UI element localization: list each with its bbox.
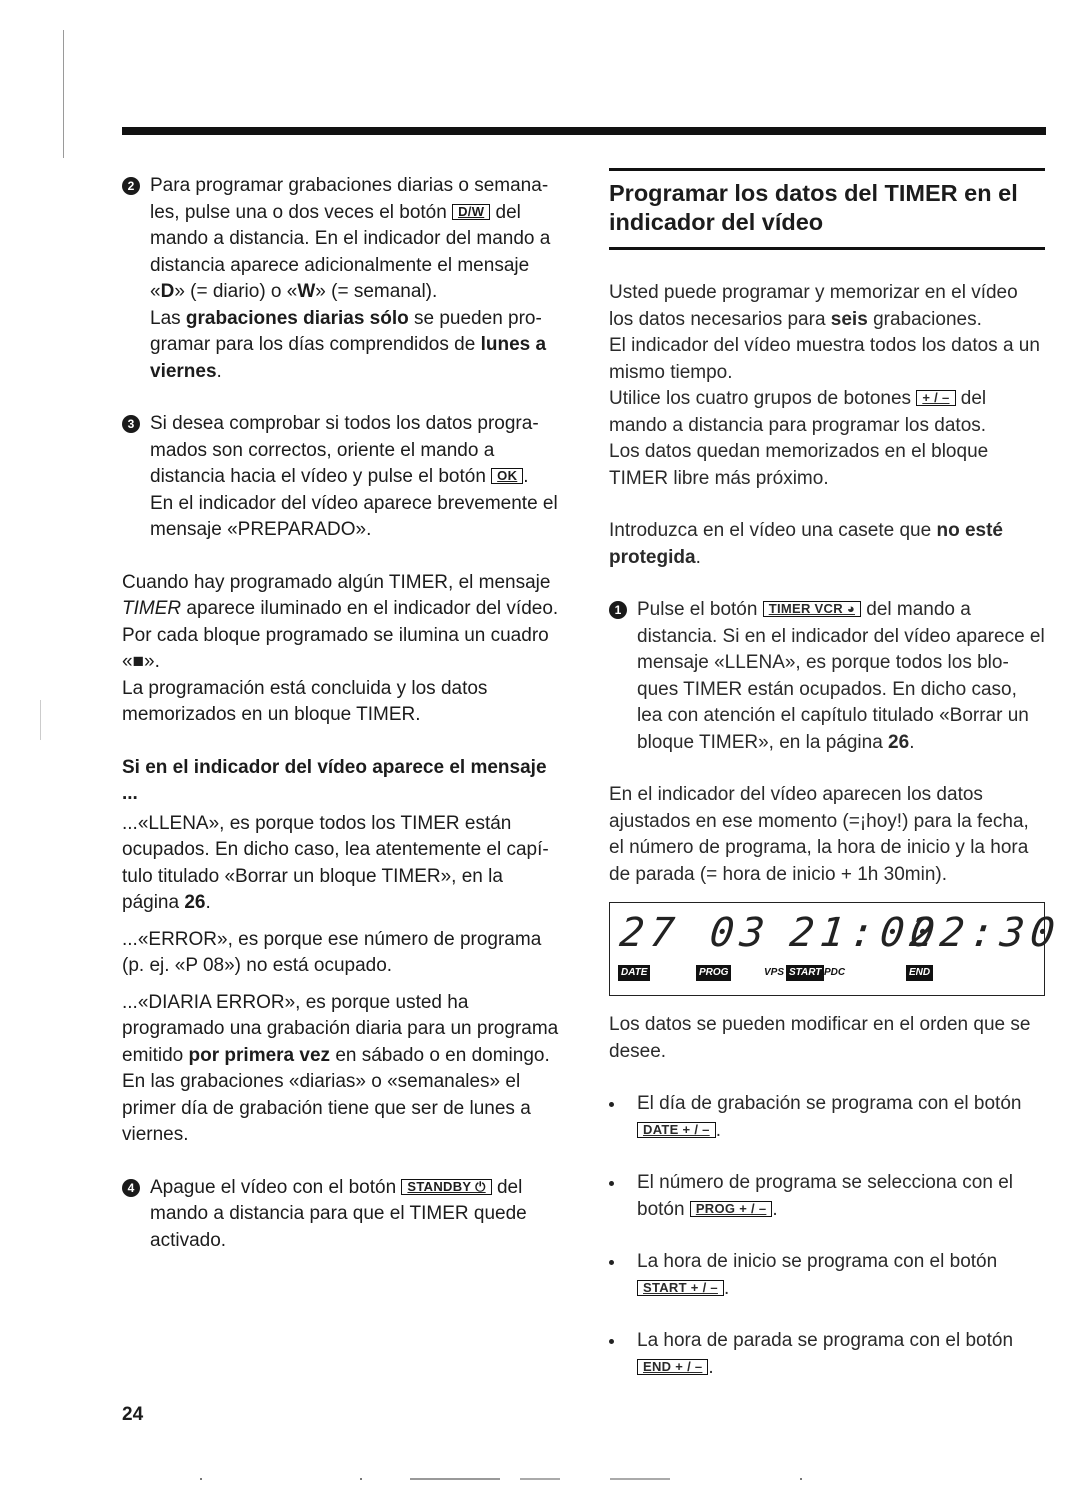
section-heading-block (609, 168, 1045, 250)
bullet-start: La hora de inicio se programa con el botón START + / – . (609, 1249, 1045, 1302)
bullet-end: La hora de parada se programa con el botón END + / – . (609, 1328, 1045, 1381)
start-key: START + / – (637, 1280, 724, 1296)
step-number: 3 (122, 415, 140, 433)
vcr-display (609, 902, 1063, 996)
intro-paragraph: Usted puede programar y memorizar en el vídeo los datos necesarios para seis grabaciones. (609, 282, 1018, 330)
modify-paragraph: Los datos se pueden modificar en el orden que se desee. (609, 1014, 1031, 1062)
step-3-note: En el indicador del vídeo aparece brevemente el mensaje «PREPARADO». (150, 492, 558, 540)
step-4 (122, 1175, 562, 1255)
intro-memory: Los datos quedan memorizados en el bloque TIMER libre más próximo. (609, 441, 989, 489)
casete-paragraph: Introduzca en el vídeo una casete que no esté protegida. (609, 520, 1003, 568)
diaria-paragraph: ...«DIARIA ERROR», es porque usted ha programado una grabación diaria para un programa emitido por primera vez en sábado o en domingo. (122, 991, 559, 1066)
diaria-paragraph-end: En las grabaciones «diarias» o «semanales» el primer día de grabación tiene que ser de lunes a viernes. (122, 1071, 531, 1145)
margin-line (40, 700, 41, 740)
intro-keys: Utilice los cuatro grupos de botones + / – del mando a distancia para programar los datos. (609, 388, 987, 436)
scan-artifact (610, 1478, 670, 1480)
section-heading: Programar los datos del TIMER en el indicador del vídeo (609, 180, 1018, 235)
llena-paragraph: ...«LLENA», es porque todos los TIMER están ocupados. En dicho caso, lea atentemente el capí-tulo titulado «Borrar un bloque TIMER», en la página 26. (122, 812, 549, 913)
plus-minus-key: + / – (916, 390, 955, 406)
display-end: 22:30 (907, 910, 1063, 956)
step-4-text: Apague el vídeo con el botón STANDBY ⏻ del mando a distancia para que el TIMER quede activado. (150, 1176, 527, 1251)
date-key: DATE + / – (637, 1122, 716, 1138)
scan-artifact (360, 1478, 362, 1480)
error-paragraph: ...«ERROR», es porque ese número de programa (p. ej. «P 08») no está ocupado. (122, 928, 542, 976)
step-1-text: Pulse el botón TIMER VCR ◕ del mando a distancia. Si en el indicador del vídeo aparece el mensaje «LLENA», es porque todos los blo-ques TIMER están ocupados. En dicho caso, lea con atención el capítulo titulado «Borrar un bloque TIMER», en la página 26. (637, 599, 1045, 753)
bullet-dot (609, 1181, 614, 1186)
bullet-prog: El número de programa se selecciona con el botón PROG + / – . (609, 1170, 1045, 1223)
bullet-date: El día de grabación se programa con el botón DATE + / – . (609, 1091, 1045, 1144)
timer-paragraph-end: La programación está concluida y los datos memorizados en un bloque TIMER. (122, 677, 488, 725)
bullet-dot (609, 1260, 614, 1265)
timer-paragraph: Cuando hay programado algún TIMER, el mensaje TIMER aparece iluminado en el indicador del vídeo. Por cada bloque programado se ilumina un cuadro «■». (122, 571, 559, 672)
timer-vcr-key: TIMER VCR ◕ (763, 601, 861, 617)
scan-artifact (800, 1478, 802, 1480)
step-number: 4 (122, 1179, 140, 1197)
step-3 (122, 411, 562, 544)
prog-key: PROG + / – (690, 1201, 773, 1217)
prog-label: PROG (696, 965, 731, 981)
display-prog: 03 (707, 910, 773, 956)
end-key: END + / – (637, 1359, 708, 1375)
subheading: Si en el indicador del vídeo aparece el mensaje ... (122, 756, 547, 804)
ok-key: OK (491, 468, 523, 484)
intro-line: El indicador del vídeo muestra todos los datos a un mismo tiempo. (609, 335, 1040, 383)
display-intro: En el indicador del vídeo aparecen los datos ajustados en ese momento (=¡hoy!) para la fecha, el número de programa, la hora de inicio y la hora de parada (= hora de inicio + 1h 30min). (609, 784, 1029, 885)
header-rule (122, 127, 1046, 135)
bullet-dot (609, 1102, 614, 1107)
page-number: 24 (122, 1404, 144, 1425)
end-label: END (906, 965, 933, 981)
display-start: 21:00 (787, 910, 943, 956)
pdc-label: PDC (824, 967, 846, 978)
scan-artifact (200, 1478, 202, 1480)
scan-artifact (410, 1478, 500, 1480)
right-column (609, 168, 1063, 1381)
dw-key: D/W (452, 204, 490, 220)
vps-label: VPS (764, 967, 785, 978)
step-2 (122, 173, 562, 385)
step-3-text: Si desea comprobar si todos los datos progra-mados son correctos, oriente el mando a distancia hacia el vídeo y pulse el botón OK . (150, 413, 539, 487)
step-2-text: Para programar grabaciones diarias o semana-les, pulse una o dos veces el botón D/W del mando a distancia. En el indicador del mando a distancia aparece adicionalmente el mensaje «D» (= diario) o «W» (= semanal). (150, 175, 551, 302)
start-label: START (786, 965, 824, 981)
left-column (122, 173, 562, 1254)
display-date: 27 (617, 910, 683, 956)
scan-artifact (520, 1478, 560, 1480)
step-2-note: Las grabaciones diarias sólo se pueden pro-gramar para los días comprendidos de lunes a viernes. (150, 307, 547, 382)
step-number: 1 (609, 601, 627, 619)
date-label: DATE (618, 965, 650, 981)
margin-line (63, 30, 64, 158)
step-1 (609, 597, 1045, 756)
standby-key: STANDBY ⏻ (401, 1179, 491, 1195)
step-number: 2 (122, 177, 140, 195)
bullet-dot (609, 1339, 614, 1344)
